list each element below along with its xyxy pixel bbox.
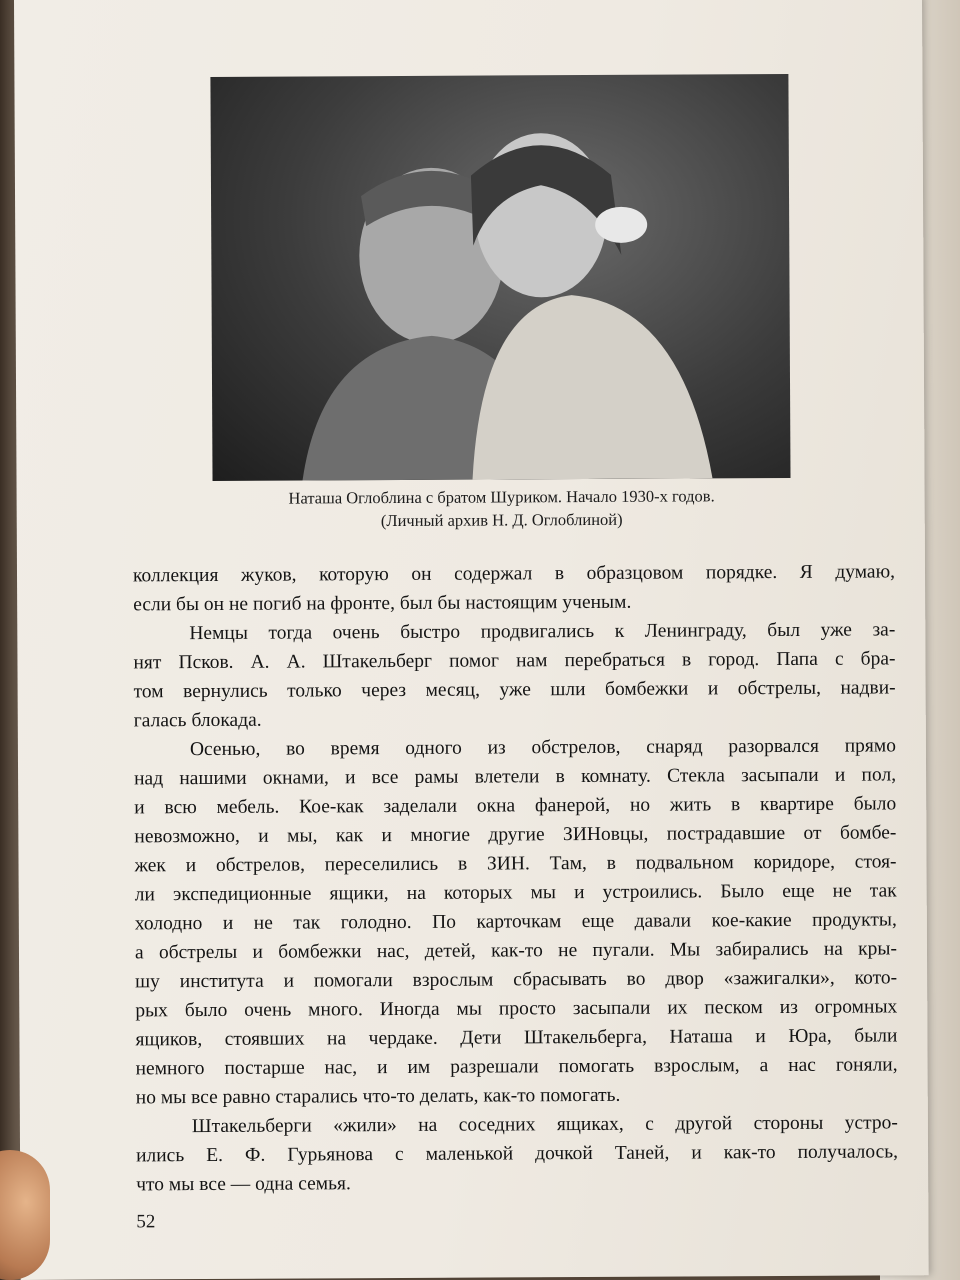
caption-line: Наташа Оглоблина с братом Шуриком. Начало 1930-х годов. (288, 486, 715, 508)
text-line: ящиков, стоявших на чердаке. Дети Штакельберга, Наташа и Юра, были (135, 1025, 898, 1051)
book-page (14, 0, 929, 1280)
text-line: над нашими окнами, и все рамы влетели в комнату. Стекла засыпали и пол, (134, 764, 897, 790)
photograph-children (210, 74, 790, 481)
text-line: если бы он не погиб на фронте, был бы настоящим ученым. (133, 591, 632, 616)
text-line: немного постарше нас, и им разрешали помогать взрослым, а нас гоняли, (135, 1054, 898, 1080)
body-text (133, 557, 898, 1199)
text-line: Осенью, во время одного из обстрелов, снаряд разорвался прямо (189, 735, 896, 761)
text-line: коллекция жуков, которую он содержал в образцовом порядке. Я думаю, (132, 561, 896, 587)
text-line: но мы все равно старались что-то делать, как-то помогать. (135, 1084, 621, 1109)
text-line: невозможно, и мы, как и многие другие ЗИНовцы, пострадавшие от бомбе- (134, 822, 897, 848)
text-line: ились Е. Ф. Гурьянова с маленькой дочкой Таней, и как-то получалось, (135, 1141, 899, 1167)
text-line: галась блокада. (133, 709, 262, 732)
text-line: что мы все — одна семья. (136, 1173, 351, 1196)
text-line: Штакельберги «жили» на соседних ящиках, с другой стороны устро- (191, 1112, 898, 1138)
text-line: Немцы тогда очень быстро продвигались к Ленинграду, был уже за- (189, 619, 896, 645)
text-line: шу института и помогали взрослым сбрасывать во двор «зажигалки», кото- (135, 967, 898, 993)
text-line: а обстрелы и бомбежки нас, детей, как-то не пугали. Мы забирались на кры- (134, 938, 898, 964)
thumb (0, 1150, 50, 1280)
text-line: и всю мебель. Кое-как заделали окна фанерой, но жить в квартире было (134, 793, 897, 819)
photo-caption (213, 484, 791, 533)
text-line: рых было очень много. Иногда мы просто засыпали их песком из огромных (135, 996, 898, 1022)
text-line: жек и обстрелов, переселились в ЗИН. Там, в подвальном коридоре, стоя- (134, 851, 897, 877)
page-number: 52 (136, 1211, 156, 1233)
text-line: ли экспедиционные ящики, на которых мы и устроились. Было еще не так (134, 880, 897, 906)
text-line: том вернулись только через месяц, уже шли бомбежки и обстрелы, надви- (133, 677, 896, 703)
text-line: нят Псков. А. А. Штакельберг помог нам перебраться в город. Папа с бра- (133, 648, 896, 674)
text-line: холодно и не так голодно. По карточкам еще давали кое-какие продукты, (134, 909, 897, 935)
caption-source: (Личный архив Н. Д. Оглоблиной) (380, 509, 623, 531)
